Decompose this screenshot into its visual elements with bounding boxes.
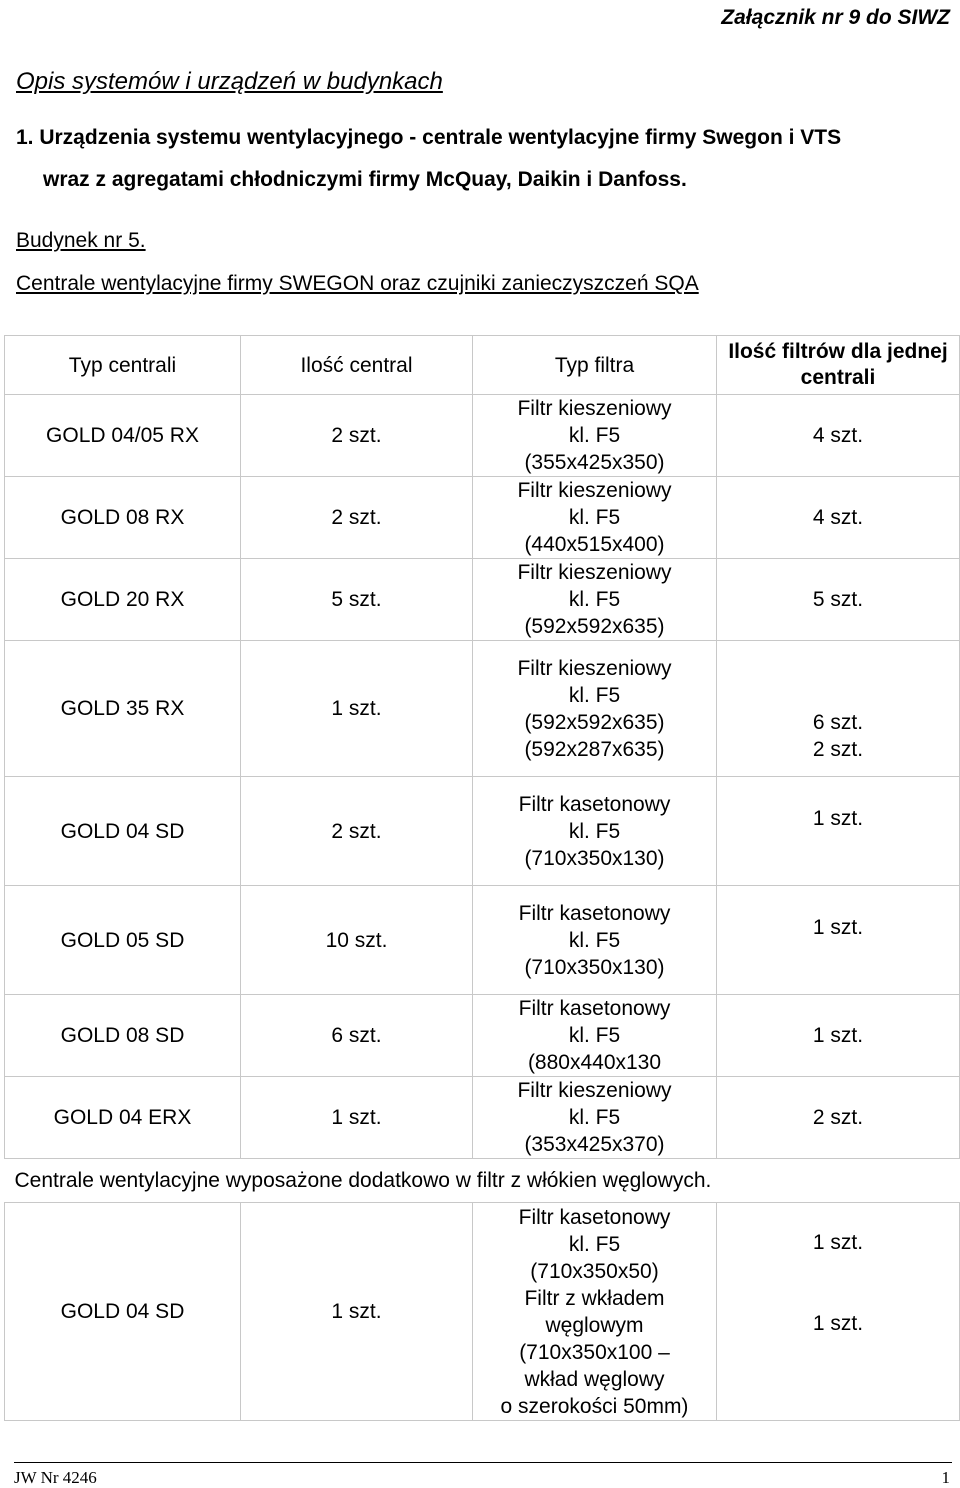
unit-count: 2 szt. xyxy=(241,395,473,477)
annex-label: Załącznik nr 9 do SIWZ xyxy=(721,6,950,29)
filter-type: Filtr kieszeniowy kl. F5 (440x515x400) xyxy=(473,477,717,559)
unit-count: 5 szt. xyxy=(241,559,473,641)
unit-count: 10 szt. xyxy=(241,886,473,995)
footer-document-number: JW Nr 4246 xyxy=(14,1468,97,1487)
carbon-filter-note: Centrale wentylacyjne wyposażone dodatkowo w filtr z włókien węglowych. xyxy=(5,1159,960,1203)
table-note-row xyxy=(5,1159,960,1203)
table-row xyxy=(5,995,960,1077)
header-filter-type: Typ filtra xyxy=(473,336,717,395)
unit-type: GOLD 05 SD xyxy=(5,886,241,995)
unit-count: 6 szt. xyxy=(241,995,473,1077)
unit-type: GOLD 08 SD xyxy=(5,995,241,1077)
filter-type: Filtr kieszeniowy kl. F5 (355x425x350) xyxy=(473,395,717,477)
filter-type: Filtr kieszeniowy kl. F5 (353x425x370) xyxy=(473,1077,717,1159)
unit-count: 1 szt. xyxy=(241,1077,473,1159)
filter-type: Filtr kasetonowy kl. F5 (710x350x50) Filtr z wkładem węglowym (710x350x100 – wkład węglowy o szerokości 50mm) xyxy=(473,1203,717,1421)
filters-per-unit: 4 szt. xyxy=(717,395,960,477)
table-row xyxy=(5,641,960,777)
filters-per-unit: 1 szt. 1 szt. xyxy=(717,1203,960,1421)
filter-type: Filtr kieszeniowy kl. F5 (592x592x635) (592x287x635) xyxy=(473,641,717,777)
unit-type: GOLD 20 RX xyxy=(5,559,241,641)
table-row xyxy=(5,1077,960,1159)
header-unit-type: Typ centrali xyxy=(5,336,241,395)
filters-per-unit: 2 szt. xyxy=(717,1077,960,1159)
header-unit-count: Ilość central xyxy=(241,336,473,395)
unit-count: 2 szt. xyxy=(241,777,473,886)
unit-count: 1 szt. xyxy=(241,641,473,777)
table-header-row xyxy=(5,336,960,395)
filters-per-unit: 6 szt. 2 szt. xyxy=(717,641,960,777)
table-row xyxy=(5,559,960,641)
page-number: 1 xyxy=(941,1468,950,1487)
unit-count: 1 szt. xyxy=(241,1203,473,1421)
filter-type: Filtr kasetonowy kl. F5 (710x350x130) xyxy=(473,777,717,886)
document-title: Opis systemów i urządzeń w budynkach xyxy=(16,68,443,95)
unit-count: 2 szt. xyxy=(241,477,473,559)
table-row xyxy=(5,477,960,559)
filters-per-unit: 1 szt. xyxy=(717,886,960,995)
section-subtitle: Centrale wentylacyjne firmy SWEGON oraz czujniki zanieczyszczeń SQA xyxy=(16,272,699,295)
table-row xyxy=(5,395,960,477)
unit-type: GOLD 04/05 RX xyxy=(5,395,241,477)
table-row xyxy=(5,777,960,886)
filter-type: Filtr kasetonowy kl. F5 (880x440x130 xyxy=(473,995,717,1077)
unit-type: GOLD 04 ERX xyxy=(5,1077,241,1159)
filter-type: Filtr kieszeniowy kl. F5 (592x592x635) xyxy=(473,559,717,641)
unit-type: GOLD 35 RX xyxy=(5,641,241,777)
unit-type: GOLD 04 SD xyxy=(5,1203,241,1421)
filter-type: Filtr kasetonowy kl. F5 (710x350x130) xyxy=(473,886,717,995)
filters-per-unit: 1 szt. xyxy=(717,777,960,886)
unit-type: GOLD 04 SD xyxy=(5,777,241,886)
filters-per-unit: 4 szt. xyxy=(717,477,960,559)
header-filters-per-unit: Ilość filtrów dla jednej centrali xyxy=(717,336,960,395)
table-row xyxy=(5,1203,960,1421)
unit-type: GOLD 08 RX xyxy=(5,477,241,559)
equipment-table xyxy=(4,335,960,1421)
section-heading: 1. Urządzenia systemu wentylacyjnego - centrale wentylacyjne firmy Swegon i VTS xyxy=(16,126,842,149)
filters-per-unit: 1 szt. xyxy=(717,995,960,1077)
building-label: Budynek nr 5. xyxy=(16,229,146,252)
filters-per-unit: 5 szt. xyxy=(717,559,960,641)
footer-divider xyxy=(14,1462,952,1463)
section-heading-continuation: wraz z agregatami chłodniczymi firmy McQuay, Daikin i Danfoss. xyxy=(43,168,687,191)
table-row xyxy=(5,886,960,995)
